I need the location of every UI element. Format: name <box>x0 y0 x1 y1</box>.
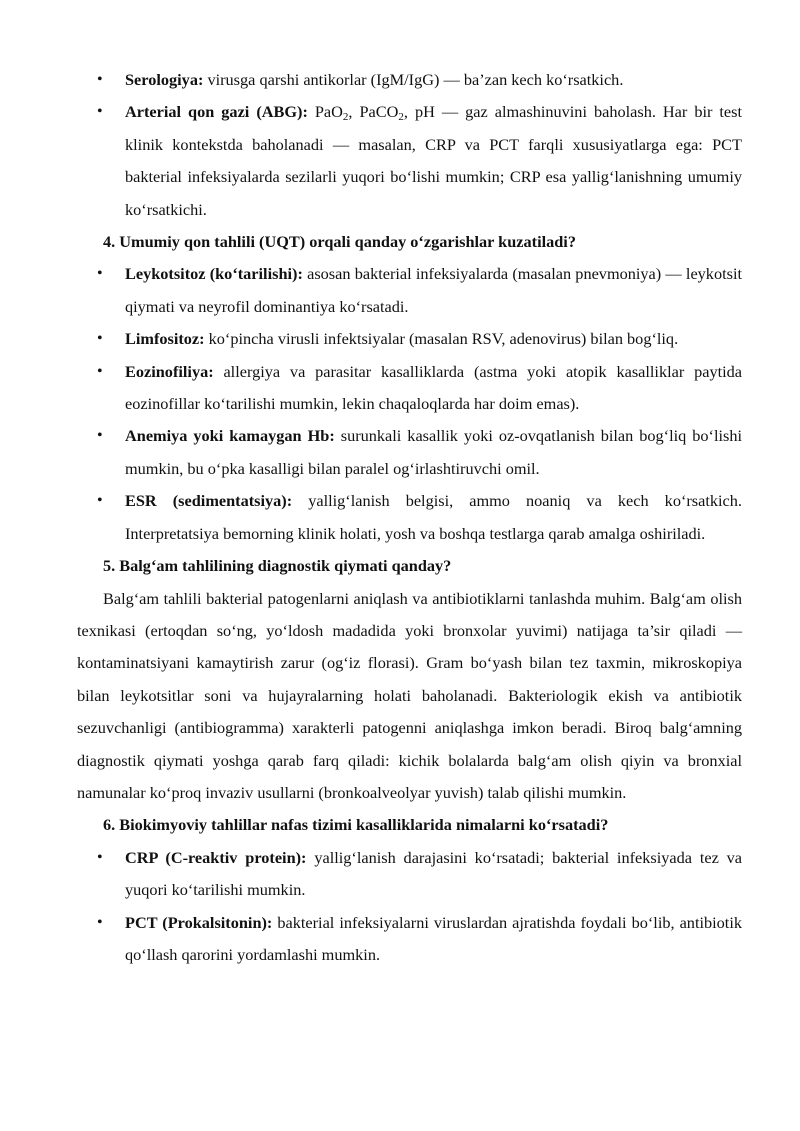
item-term: Limfositoz: <box>125 329 205 349</box>
list-item <box>77 258 742 323</box>
list-item <box>77 485 742 550</box>
list-item <box>77 420 742 485</box>
list-item <box>77 356 742 421</box>
item-text: ko‘pincha virusli infektsiyalar (masalan RSV, adenovirus) bilan bog‘liq. <box>204 329 679 349</box>
bullet-marker: • <box>97 71 103 88</box>
subscript: 2 <box>398 111 404 124</box>
bullet-marker: • <box>97 362 103 380</box>
body-paragraph: Balg‘am tahlili bakterial patogenlarni aniqlash va antibiotiklarni tanlashda muhim. Balg‘am olish texnikasi (ertoqdan so‘ng, yo‘ldosh madadida yoki bronxolar yuvimi) natijaga ta’sir qiladi — kontaminatsiyani kamaytirish zarur (og‘iz florasi). Gram bo‘yash bilan tez taxmin, mikroskopiya bilan leykotsitlar soni va hujayralarning holati baholanadi. Bakteriologik ekish va antibiotik sezuvchanligi (antibiogramma) xarakterli patogenni aniqlashga imkon beradi. Biroq balg‘amning diagnostik qiymati yoshga qarab farq qiladi: kichik bolalarda balg‘am olish qiyin va bronxial namunalar ko‘proq invaziv usullarni (bronkoalveolyar yuvish) talab qilishi mumkin. <box>77 588 742 802</box>
item-term: Eozinofiliya: <box>125 361 214 381</box>
item-text: , pH — gaz almashinuvini baholash. Har bir test klinik kontekstda baholanadi — masalan, CRP va PCT farqli xususiyatlarga ega: PCT bakterial infeksiyalarda sezilarli yuqori bo‘lishi mumkin; CRP esa yallig‘lanishning umumiy ko‘rsatkichi. <box>125 102 743 219</box>
item-term: ESR (sedimentatsiya): <box>125 491 293 511</box>
item-text: , PaCO <box>348 102 399 122</box>
item-term: PCT (Prokalsitonin): <box>125 912 273 932</box>
list-item <box>77 323 742 355</box>
item-text: asosan bakterial infeksiyalarda (masalan pnevmoniya) — leykotsit qiymati va neyrofil dominantiya ko‘rsatadi. <box>125 264 742 316</box>
item-text: bakterial infeksiyalarni viruslardan ajratishda foydali bo‘lib, antibiotik qo‘llash qarorini yordamlashi mumkin. <box>125 912 742 964</box>
bullet-marker: • <box>97 492 103 510</box>
section-heading: 6. Biokimyoviy tahlillar nafas tizimi kasalliklarida nimalarni ko‘rsatadi? <box>103 815 609 835</box>
bullet-marker: • <box>97 848 103 866</box>
document-content <box>77 64 742 971</box>
item-term: Leykotsitoz (ko‘tarilishi): <box>125 264 303 284</box>
item-text: yallig‘lanish belgisi, ammo noaniq va kech ko‘rsatkich. Interpretatsiya bemorning klinik holati, yosh va boshqa testlarga qarab amalga oshiriladi. <box>125 491 742 543</box>
item-term: Serologiya: <box>125 70 204 89</box>
section-heading: 5. Balg‘am tahlilining diagnostik qiymati qanday? <box>103 556 452 576</box>
item-term: Arterial qon gazi (ABG): <box>125 102 308 122</box>
bullet-marker: • <box>97 913 103 931</box>
bullet-marker: • <box>97 103 103 121</box>
bullet-marker: • <box>97 427 103 445</box>
item-text: PaO <box>307 102 343 122</box>
section-heading: 4. Umumiy qon tahlili (UQT) orqali qanday o‘zgarishlar kuzatiladi? <box>103 232 576 252</box>
item-text: allergiya va parasitar kasalliklarda (astma yoki atopik kasalliklar paytida eozinofillar ko‘tarilishi mumkin, lekin chaqaloqlarda har doim emas). <box>125 361 742 414</box>
bullet-marker: • <box>97 330 103 348</box>
list-item <box>77 907 742 972</box>
list-item <box>77 64 742 96</box>
item-text: yallig‘lanish darajasini ko‘rsatadi; bakterial infeksiyada tez va yuqori ko‘tarilishi mumkin. <box>125 847 742 900</box>
list-item <box>77 842 742 907</box>
item-text: surunkali kasallik yoki oz-ovqatlanish bilan bog‘liq bo‘lishi mumkin, bu o‘pka kasalligi bilan paralel og‘irlashtiruvchi omil. <box>125 426 743 478</box>
item-term: CRP (C-reaktiv protein): <box>125 847 307 867</box>
subscript: 2 <box>342 111 349 124</box>
item-term: Anemiya yoki kamaygan Hb: <box>125 426 335 446</box>
list-item <box>77 96 742 226</box>
item-text: virusga qarshi antikorlar (IgM/IgG) — ba’zan kech ko‘rsatkich. <box>203 70 624 89</box>
bullet-marker: • <box>97 265 103 283</box>
